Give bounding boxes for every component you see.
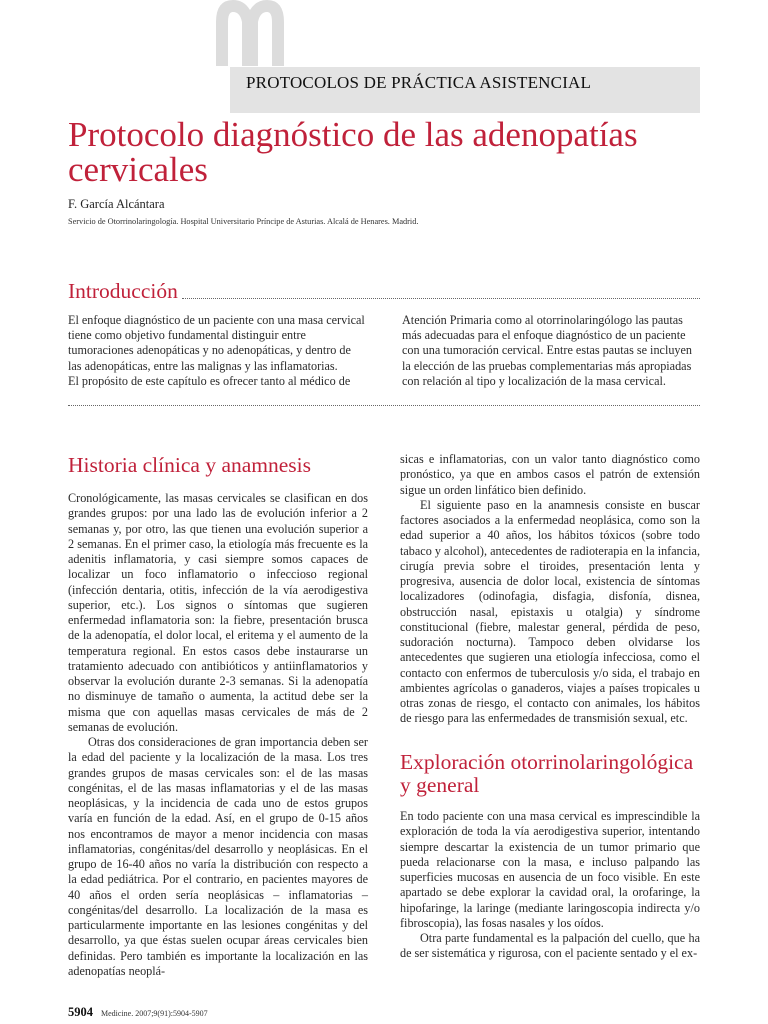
exploracion-heading — [400, 751, 700, 797]
intro-paragraph: El enfoque diagnóstico de un paciente con una masa cervical tiene como objetivo fundamental distinguir entre tumoraciones adenopáticas y no adenopáticas, y dentro de las adenopáticas, entre las malignas y las inflamatorias. — [68, 313, 365, 373]
citation: Medicine. 2007;9(91):5904-5907 — [101, 1009, 208, 1018]
left-body-column — [68, 491, 368, 979]
affiliation: Servicio de Otorrinolaringología. Hospital Universitario Príncipe de Asturias. Alcalá de Henares. Madrid. — [68, 217, 419, 226]
intro-heading: Introducción — [68, 279, 178, 303]
intro-heading-row — [68, 278, 700, 304]
author: F. García Alcántara — [68, 197, 165, 211]
article-title: Protocolo diagnóstico de las adenopatías cervicales — [68, 115, 638, 189]
body-paragraph: El siguiente paso en la anamnesis consiste en buscar factores asociados a la enfermedad neoplásica, como son la edad superior a 40 años, los hábitos tóxicos (sobre todo tabaco y alcohol), antecedentes de radioterapia en la infancia, cirugía previa sobre el tiroides, presentación lenta y progresiva, ausencia de dolor local, existencia de síntomas localizadores (odinofagia, disfagia, disfonía, disnea, obstrucción nasal, epistaxis u otalgia) y síndrome constitucional (fiebre, malestar general, pérdida de peso, sudoración nocturna). Tampoco deben olvidarse los antecedentes que sugieren una etiología infecciosa, como el contacto con enfermos de tuberculosis y/o sida, el trabajo en ambientes agrícolas o ganaderos, viajes a países tropicales u otras zonas de riesgo, el contacto con animales, los hábitos de riesgo para las enfermedades de transmisión sexual, etc. — [400, 497, 700, 726]
intro-right-column — [402, 313, 700, 389]
body-paragraph: sicas e inflamatorias, con un valor tanto diagnóstico como pronóstico, ya que en ambos casos el patrón de extensión sigue un orden linfático bien definido. — [400, 452, 700, 497]
intro-paragraph: El propósito de este capítulo es ofrecer tanto al médico de — [68, 373, 351, 388]
exploracion-heading-wrap — [400, 751, 700, 797]
dotted-rule — [182, 297, 700, 299]
historia-heading: Historia clínica y anamnesis — [68, 453, 311, 477]
body-paragraph: En todo paciente con una masa cervical es imprescindible la exploración de toda la vía aerodigestiva superior, intentando siempre descartar la existencia de un tumor primario que pueda relacionarse con la masa, e incluso palpando las superficies mucosas en ausencia de un foco visible. En este apartado se debe explorar la cavidad oral, la orofaringe, la hipofaringe, la laringe (mediante laringoscopia indirecta y/o fibroscopia), las fosas nasales y los oídos. — [400, 809, 700, 930]
page-number: 5904 — [68, 1005, 93, 1019]
body-paragraph: Cronológicamente, las masas cervicales se clasifican en dos grandes grupos: por una lado las de evolución inferior a 2 semanas y, por otro, las que tienen una evolución superior a 2 semanas. En el primer caso, la etiología más frecuente es la adenitis inflamatoria, y casi siempre somos capaces de localizar un foco inflamatorio o infeccioso regional (infección dentaria, otitis, infección de la vía aerodigestiva superior, etc.). Los signos o síntomas que sugieren enfermedad inflamatoria son: la fiebre, presentación brusca de la adenopatía, el dolor local, el eritema y el aumento de la temperatura regional. En estos casos debe instaurarse un tratamiento adecuado con antibióticos y antiinflamatorios y observar la evolución durante 2-3 semanas. Si la adenopatía no disminuye de tamaño o aumenta, la actitud debe ser la misma que con aquellas masas cervicales de más de 2 semanas de evolución. — [68, 491, 368, 734]
right-body-column — [400, 452, 700, 727]
heading-line: y general — [400, 773, 480, 797]
page-footer — [68, 1005, 208, 1020]
intro-paragraph: Atención Primaria como al otorrinolaringólogo las pautas más adecuadas para el enfoque diagnóstico de un paciente con una tumoración cervical. Entre estas pautas se incluyen la elección de las pruebas complementarias más apropiadas con relación al tipo y localización de la masa cervical. — [402, 313, 693, 388]
dotted-rule — [68, 405, 700, 406]
exploracion-body — [400, 809, 700, 962]
intro-left-column — [68, 313, 366, 389]
heading-line: Exploración otorrinolaringológica — [400, 750, 694, 774]
historia-heading-wrap — [68, 454, 368, 477]
section-label: PROTOCOLOS DE PRÁCTICA ASISTENCIAL — [246, 73, 592, 92]
body-paragraph: Otra parte fundamental es la palpación del cuello, que ha de ser sistemática y rigurosa, con el paciente sentado y el ex- — [400, 931, 700, 961]
body-paragraph: Otras dos consideraciones de gran importancia deben ser la edad del paciente y la localización de la masa. Los tres grandes grupos de masas cervicales son: el de las masas congénitas, el de las masas inflamatorias y el de las masas neoplásicas, y la incidencia de cada uno de estos grupos varía en función de la edad. Así, en el grupo de 0-15 años nos encontramos de mayor a menor incidencia con masas inflamatorias, congénitas/del desarrollo y neoplásicas. En el grupo de 16-40 años no varía la distribución con respecto a la edad pediátrica. Por el contrario, en pacientes mayores de 40 años el orden sería neoplásicas – inflamatorias – congénitas/del desarrollo. La localización de la masa es particularmente importante en las lesiones congénitas y del desarrollo, ya que éstas suelen ocupar áreas cervicales bien definidas. Pero también es importante la localización en las adenopatías neoplá- — [68, 735, 368, 978]
journal-logo — [216, 0, 284, 66]
